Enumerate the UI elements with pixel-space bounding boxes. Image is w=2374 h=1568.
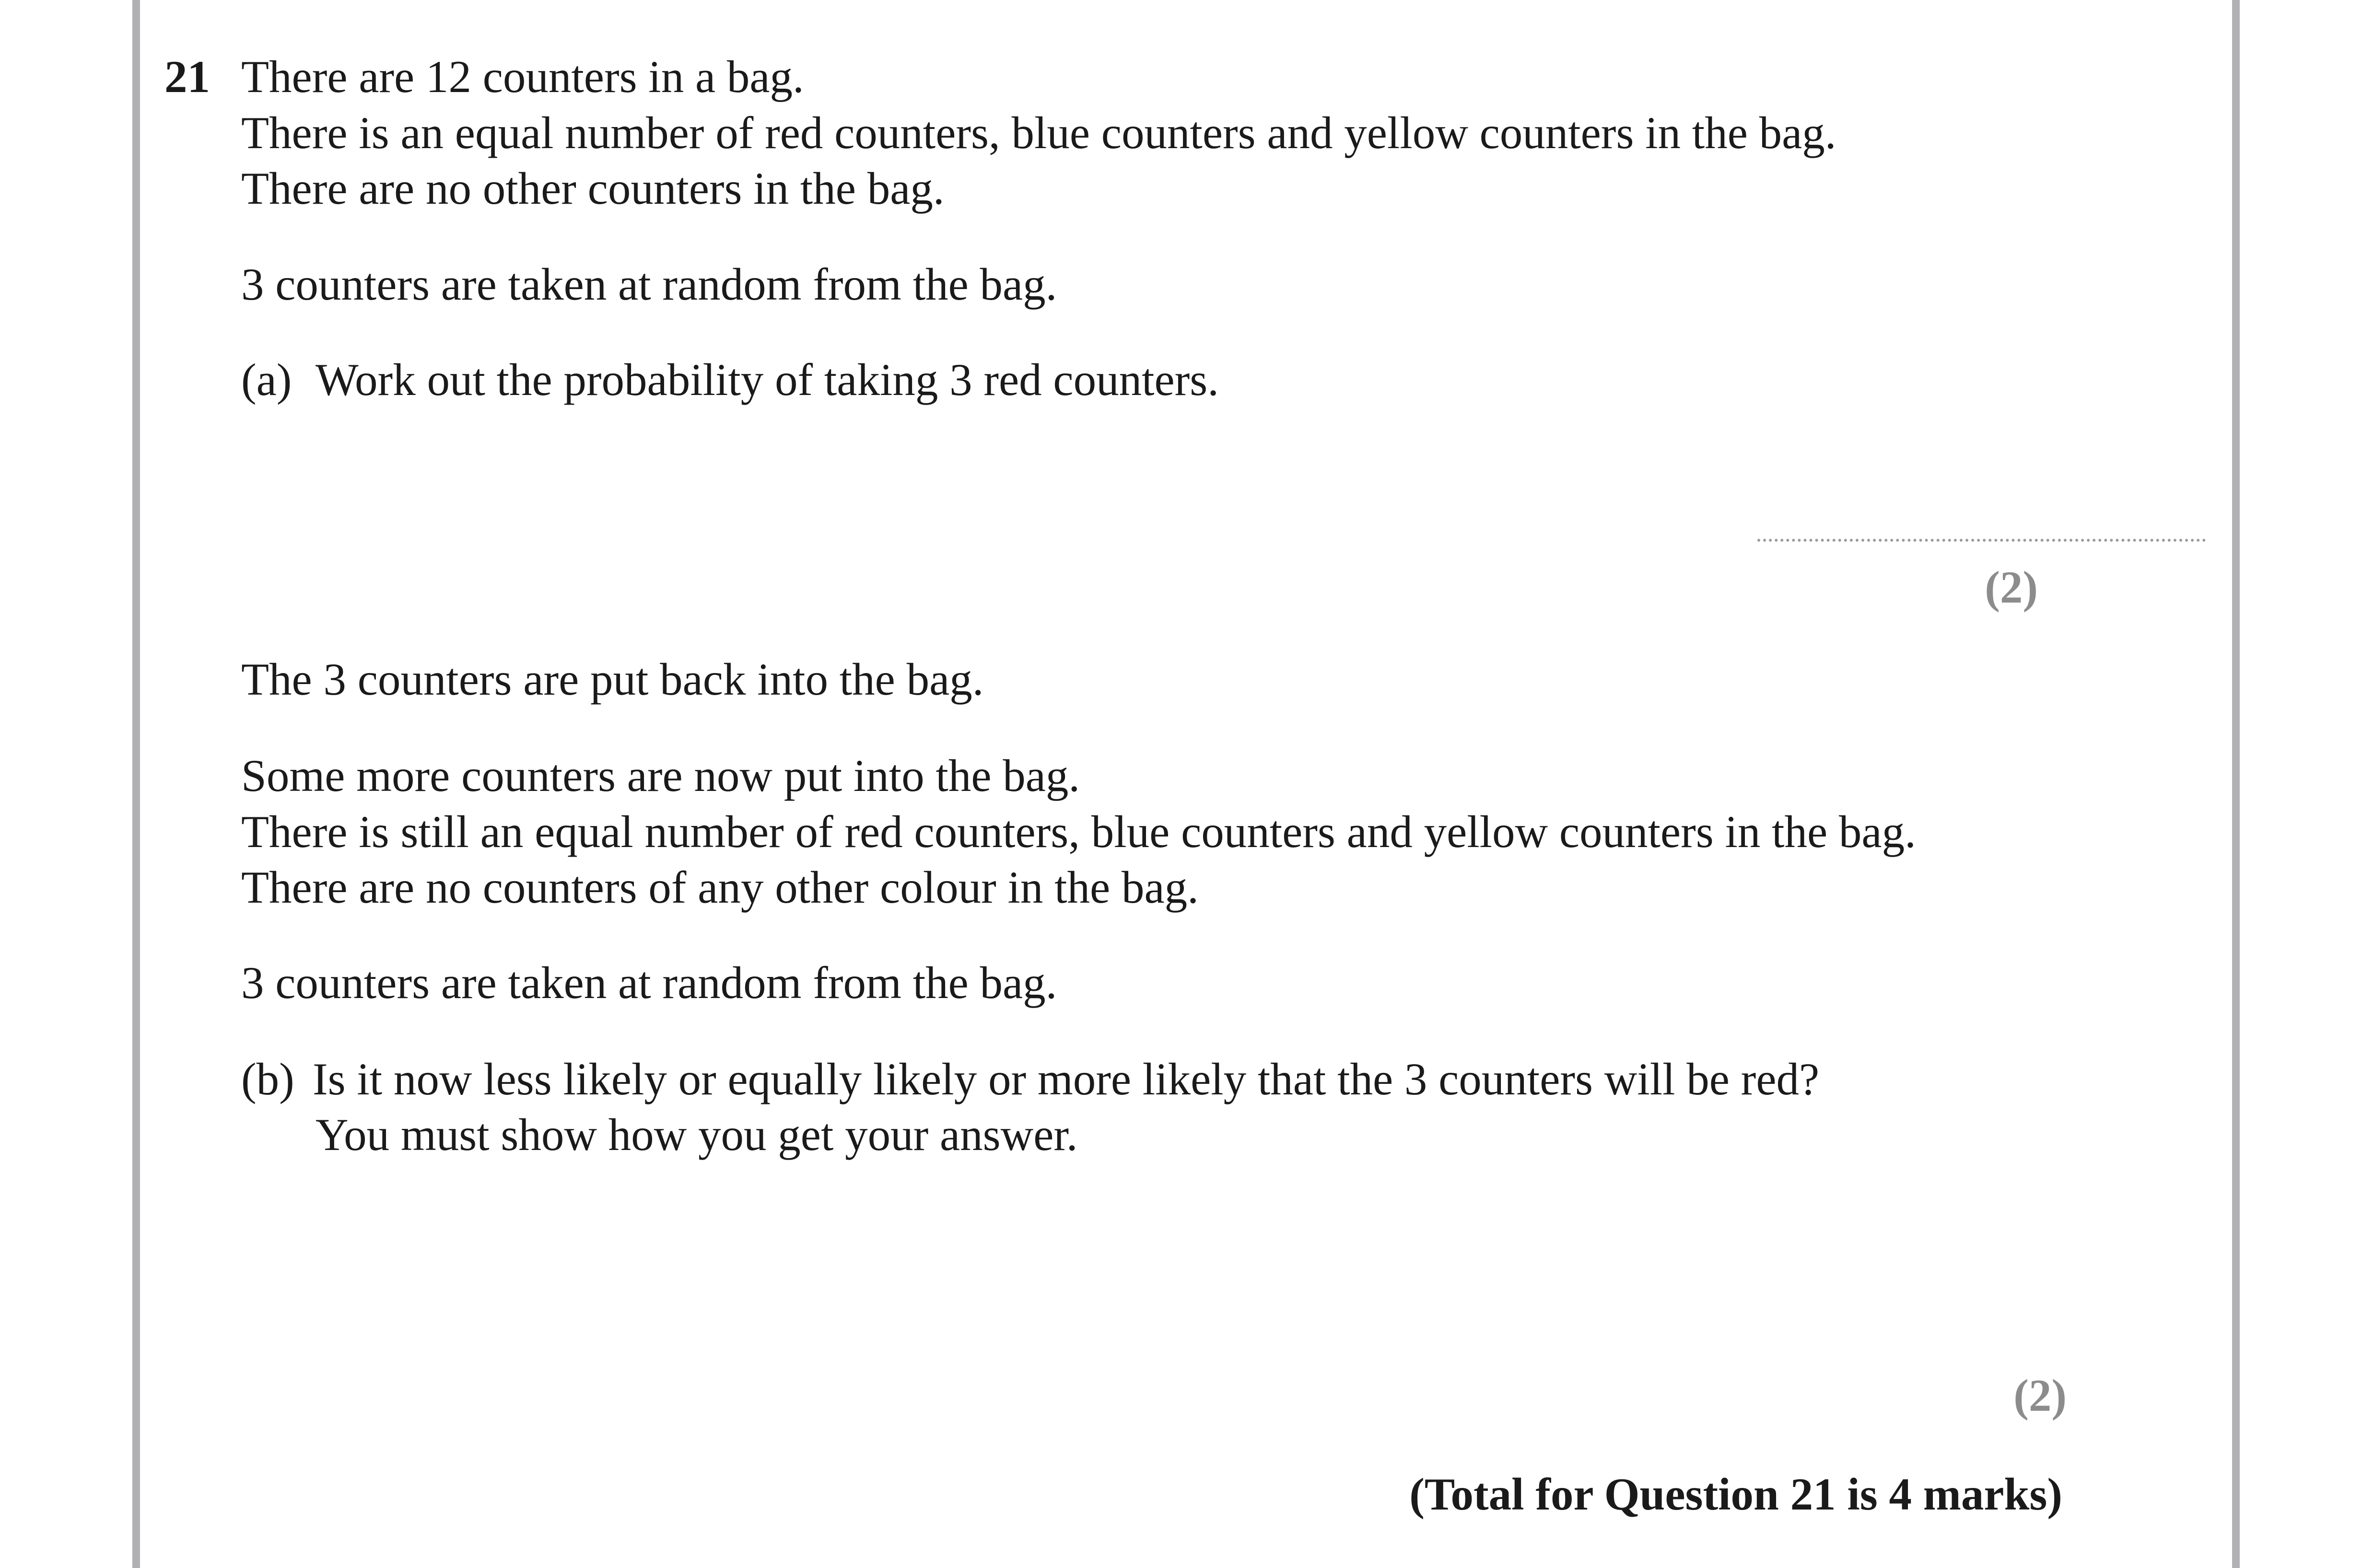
page-border-left (132, 0, 140, 1568)
total-marks: (Total for Question 21 is 4 marks) (1409, 1469, 2062, 1520)
part-b-line-2: You must show how you get your answer. (316, 1109, 1078, 1160)
part-a-text: Work out the probability of taking 3 red counters. (316, 354, 1219, 405)
part-b-line-1: Is it now less likely or equally likely or more likely that the 3 counters will be red? (313, 1054, 1820, 1104)
middle-line-4: There are no counters of any other colour in the bag. (241, 862, 1199, 913)
part-b-marks: (2) (2013, 1370, 2067, 1421)
question-number: 21 (164, 51, 210, 102)
middle-line-2: Some more counters are now put into the bag. (241, 750, 1080, 801)
taken-again-line: 3 counters are taken at random from the bag. (241, 957, 1057, 1008)
part-a-marks: (2) (1985, 562, 2038, 613)
taken-line: 3 counters are taken at random from the bag. (241, 259, 1057, 310)
middle-line-3: There is still an equal number of red counters, blue counters and yellow counters in the bag. (241, 806, 1916, 857)
answer-line-a[interactable] (1757, 539, 2206, 542)
intro-line-2: There is an equal number of red counters, blue counters and yellow counters in the bag. (241, 107, 1836, 158)
intro-line-1: There are 12 counters in a bag. (241, 51, 804, 102)
page-border-right (2232, 0, 2240, 1568)
middle-line-1: The 3 counters are put back into the bag. (241, 654, 984, 705)
intro-line-3: There are no other counters in the bag. (241, 163, 945, 214)
part-b-label: (b) (241, 1054, 294, 1104)
part-a-label: (a) (241, 354, 292, 405)
